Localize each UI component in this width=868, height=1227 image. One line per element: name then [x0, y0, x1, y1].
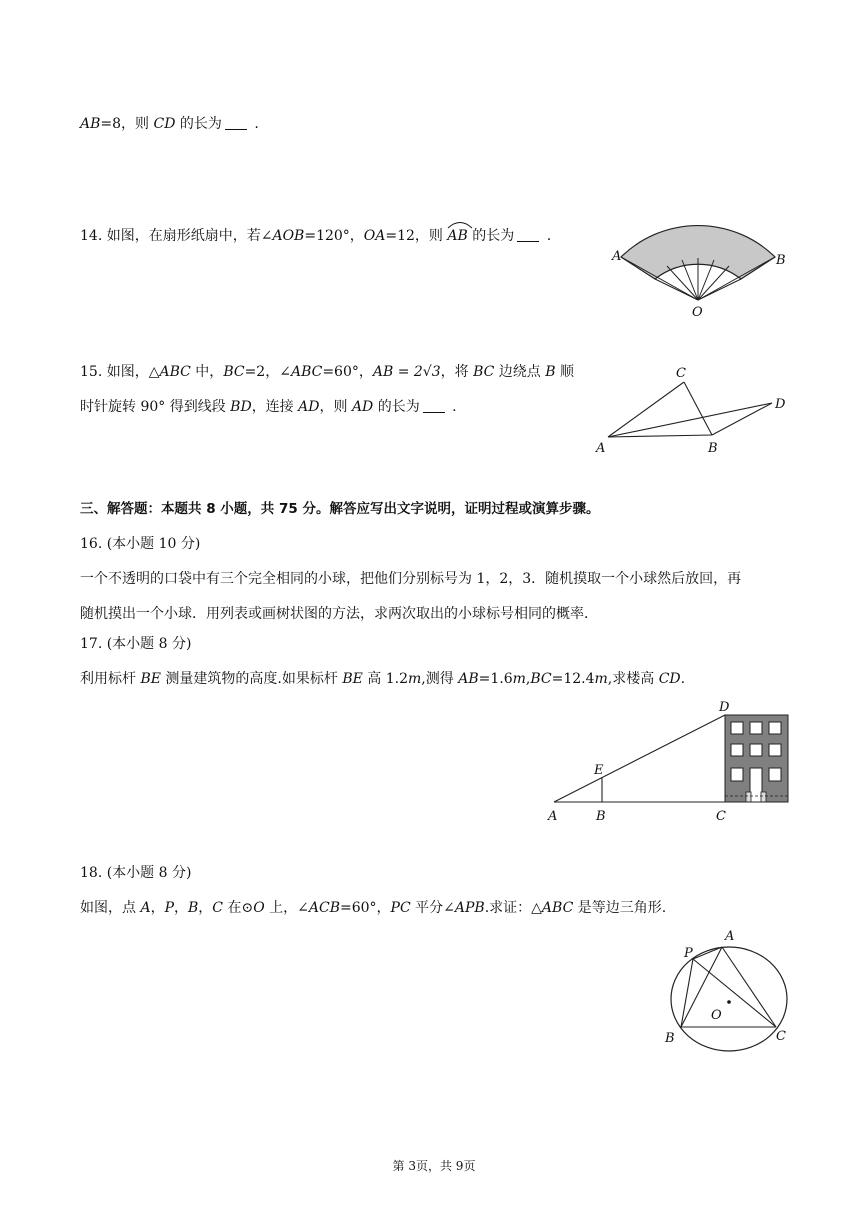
- question-16-text1: 一个不透明的口袋中有三个完全相同的小球，把他们分别标号为 1，2，3．随机摸取一个小球然后放回，再: [80, 571, 742, 587]
- question-17-heading: 17. (本小题 8 分): [80, 636, 192, 652]
- question-14: 14. 如图，在扇形纸扇中，若∠AOB=120°，OA=12，则 AB 的长为 .: [80, 222, 551, 246]
- chord-ac: [722, 947, 776, 1027]
- segment-ab: AB: [80, 116, 101, 132]
- tri-label-a: A: [596, 441, 606, 456]
- question-17-text: 利用标杆 BE 测量建筑物的高度.如果标杆 BE 高 1.2m,测得 AB=1.6m,BC=12.4m,求楼高 CD.: [80, 671, 686, 687]
- tri-label-c: C: [676, 366, 686, 381]
- segment-ad: [608, 403, 772, 437]
- fan-label-o: O: [692, 305, 703, 320]
- circ-label-o: O: [711, 1008, 722, 1023]
- segment-cd: CD: [153, 116, 176, 132]
- circle-figure: [655, 925, 800, 1050]
- arc-ab: AB: [447, 222, 467, 246]
- fan-figure: [600, 180, 800, 325]
- question-15-line1: 15. 如图，△ABC 中，BC=2，∠ABC=60°，AB = 2√3，将 BC 边绕点 B 顺: [80, 364, 575, 380]
- bld-label-c: C: [716, 809, 726, 824]
- segment-ab: [608, 435, 712, 437]
- tri-label-b: B: [708, 441, 718, 456]
- section-3-heading: 三、解答题：本题共 8 小题，共 75 分。解答应写出文字说明，证明过程或演算步骤。: [80, 501, 600, 517]
- ab-expression: AB = 2√3: [372, 364, 441, 380]
- answer-blank: [517, 227, 539, 242]
- segment-bd: [712, 403, 772, 435]
- bld-label-d: D: [719, 700, 730, 715]
- answer-blank: [225, 115, 247, 130]
- center-dot: [727, 1000, 731, 1004]
- bld-label-e: E: [594, 763, 604, 778]
- chord-pa: [693, 947, 722, 959]
- question-18-text: 如图，点 A，P，B，C 在⊙O 上，∠ACB=60°，PC 平分∠APB.求证：△ABC 是等边三角形.: [80, 900, 667, 916]
- question-16-heading: 16. (本小题 10 分): [80, 536, 201, 552]
- page-footer: 第 3页，共 9页: [392, 1159, 476, 1173]
- fan-label-b: B: [776, 253, 786, 268]
- question-15-line2: 时针旋转 90° 得到线段 BD，连接 AD，则 AD 的长为 .: [80, 399, 457, 415]
- answer-blank: [423, 398, 445, 413]
- question-18-heading: 18. (本小题 8 分): [80, 865, 192, 881]
- fan-label-a: A: [612, 249, 622, 264]
- circ-label-a: A: [725, 929, 735, 944]
- chord-pc: [693, 959, 776, 1027]
- building-door: [750, 768, 762, 802]
- building-figure: [540, 696, 800, 831]
- sight-line-ad: [554, 715, 725, 802]
- segment-cb: [684, 382, 712, 435]
- circ-label-c: C: [776, 1029, 786, 1044]
- circ-label-p: P: [684, 946, 693, 961]
- tri-label-d: D: [775, 397, 786, 412]
- circ-label-b: B: [665, 1031, 675, 1046]
- chord-pb: [681, 959, 693, 1027]
- bld-label-a: A: [548, 809, 558, 824]
- triangle-rotation-figure: [590, 362, 800, 462]
- bld-label-b: B: [596, 809, 606, 824]
- q13-answer-line: AB=8，则 CD 的长为 .: [80, 116, 259, 132]
- circle-o: [671, 947, 787, 1051]
- question-16-text2: 随机摸出一个小球．用列表或画树状图的方法，求两次取出的小球标号相同的概率．: [80, 606, 598, 622]
- arc-symbol-icon: [446, 219, 474, 229]
